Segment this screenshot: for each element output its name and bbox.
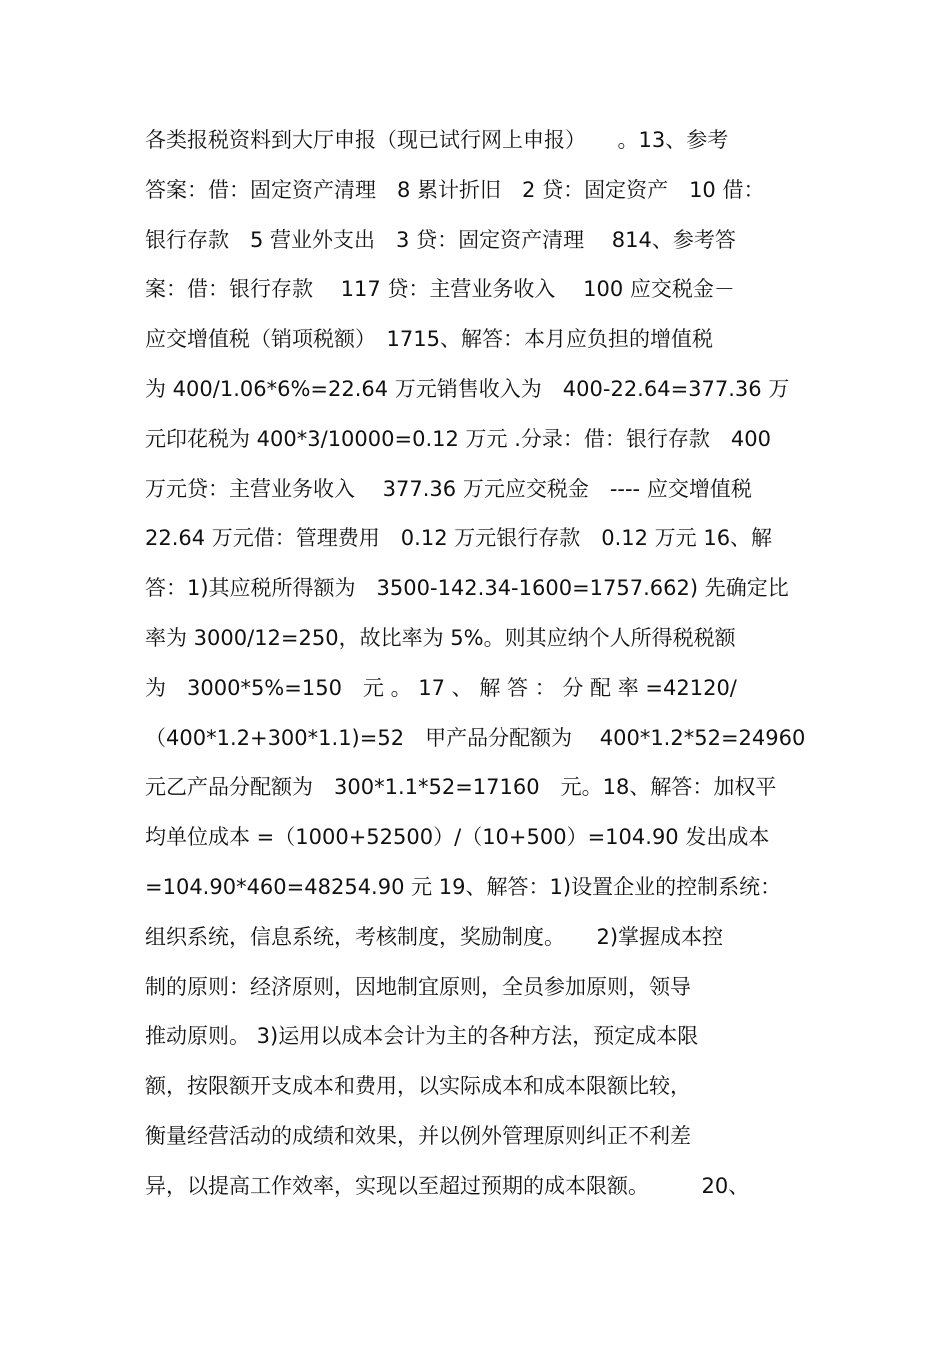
text-line: 万元贷：主营业务收入 377.36 万元应交税金 ---- 应交增值税 xyxy=(145,476,752,501)
text-line: 各类报税资料到大厅申报（现已试行网上申报） 。13、参考 xyxy=(145,128,729,152)
text-line: 银行存款 5 营业外支出 3 贷：固定资产清理 814、参考答 xyxy=(145,227,736,252)
text-line: 为 400/1.06*6%=22.64 万元销售收入为 400-22.64=377.36 万 xyxy=(145,376,790,401)
text-line: 为 3000*5%=150 元 。 17 、 解 答 ： 分 配 率 =42120/ xyxy=(145,675,737,700)
text-line: 推动原则。 3)运用以成本会计为主的各种方法，预定成本限 xyxy=(145,1024,699,1049)
text-line: 率为 3000/12=250，故比率为 5%。则其应纳个人所得税税额 xyxy=(145,625,736,650)
text-line: 元乙产品分配额为 300*1.1*52=17160 元。18、解答：加权平 xyxy=(145,775,777,800)
text-line: （400*1.2+300*1.1)=52 甲产品分配额为 400*1.2*52=24960 xyxy=(145,725,806,750)
text-line: 元印花税为 400*3/10000=0.12 万元 .分录：借：银行存款 400 xyxy=(145,426,771,451)
text-line: 额，按限额开支成本和费用，以实际成本和成本限额比较， xyxy=(145,1074,691,1099)
body-text xyxy=(145,116,810,1212)
text-line: 制的原则：经济原则，因地制宜原则，全员参加原则，领导 xyxy=(145,974,691,999)
text-line: 案：借：银行存款 117 贷：主营业务收入 100 应交税金－ xyxy=(145,277,735,302)
text-line: 组织系统，信息系统，考核制度，奖励制度。 2)掌握成本控 xyxy=(145,924,724,949)
text-line: =104.90*460=48254.90 元 19、解答：1)设置企业的控制系统： xyxy=(145,874,782,899)
text-line: 衡量经营活动的成绩和效果，并以例外管理原则纠正不利差 xyxy=(145,1123,691,1148)
text-line: 答：1)其应税所得额为 3500-142.34-1600=1757.662) 先确定比 xyxy=(145,576,789,601)
text-line: 答案：借：固定资产清理 8 累计折旧 2 贷：固定资产 10 借： xyxy=(145,177,765,202)
text-line: 22.64 万元借：管理费用 0.12 万元银行存款 0.12 万元 16、解 xyxy=(145,526,773,551)
text-line: 异，以提高工作效率，实现以至超过预期的成本限额。 20、 xyxy=(145,1173,750,1198)
text-line: 均单位成本 =（1000+52500）/（10+500）=104.90 发出成本 xyxy=(145,825,770,850)
text-line: 应交增值税（销项税额） 1715、解答：本月应负担的增值税 xyxy=(145,327,713,352)
